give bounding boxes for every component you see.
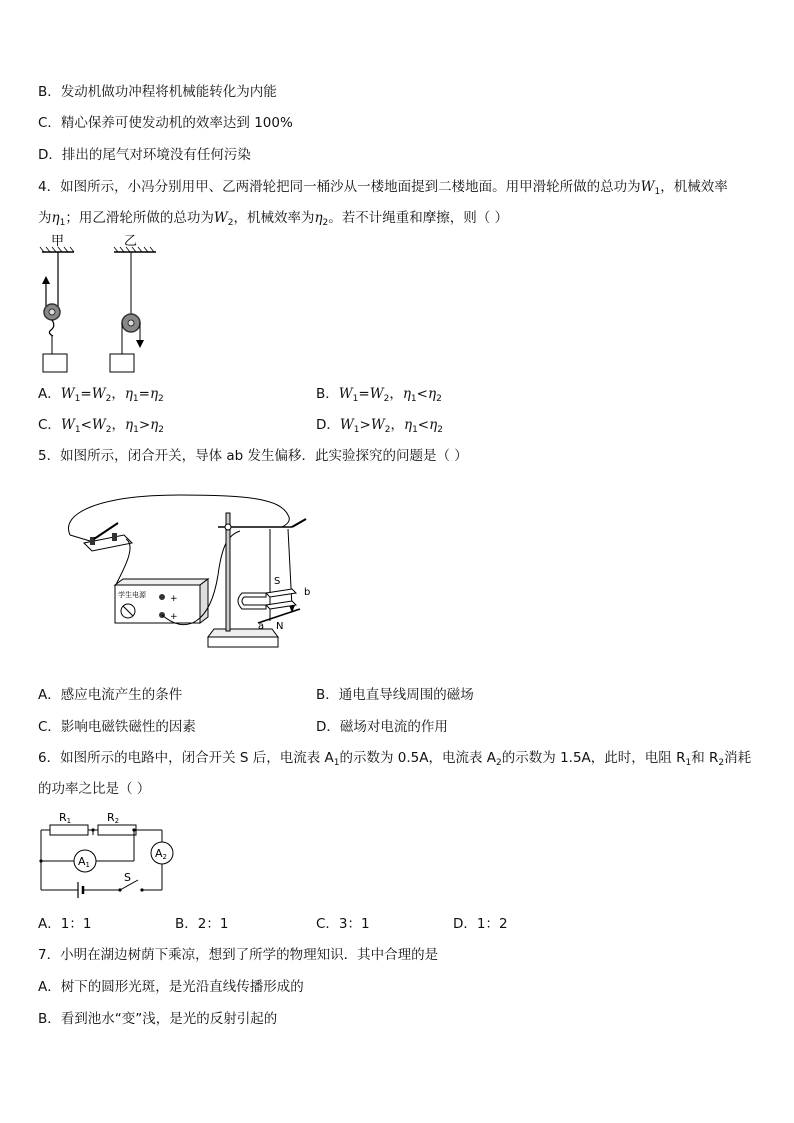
q5-option-a: A．感应电流产生的条件 [38,687,183,703]
switch-s-label: S [124,871,131,884]
q7-option-a: A．树下的圆形光斑，是光沿直线传播形成的 [38,979,304,995]
ammeter-a1-label: A1 [78,855,90,869]
q6-option-a: A．1：1 [38,916,92,932]
q4-option-d: D．$W_1>W_2$，$\eta_1<\eta_2$ [316,417,443,435]
q3-option-b: B．发动机做功冲程将机械能转化为内能 [38,84,277,100]
q4-option-a: A．$W_1=W_2$，$\eta_1=\eta_2$ [38,386,164,404]
pulley-figure [38,232,168,377]
resistor-r2-label: R2 [107,811,120,825]
q7-option-b: B．看到池水“变”浅，是光的反射引起的 [38,1011,278,1027]
q3-option-c: C．精心保养可使发动机的效率达到 100% [38,115,293,131]
q4-stem-line1: 4．如图所示，小冯分别用甲、乙两滑轮把同一桶沙从一楼地面提到二楼地面。用甲滑轮所做的总功为$W_1$，机械效率 [38,179,728,197]
conductor-end-a: a [258,621,265,632]
svg-text:+: + [170,612,178,622]
q6-stem-line1: 6．如图所示的电路中，闭合开关 S 后，电流表 $A_1$的示数为 0.5A，电流表 $A_2$的示数为 1.5A，此时，电阻 $R_1$和 $R_2$消耗 [38,750,752,768]
experiment-figure [60,485,320,660]
magnet-pole-n: N [276,621,284,632]
q5-option-b: B．通电直导线周围的磁场 [316,687,474,703]
q4-option-b: B．$W_1=W_2$，$\eta_1<\eta_2$ [316,386,442,404]
q3-option-d: D．排出的尾气对环境没有任何污染 [38,147,251,163]
ammeter-a2-label: A2 [155,847,167,861]
q6-option-d: D．1：2 [453,916,508,932]
magnet-pole-s: S [274,576,281,587]
q5-stem: 5．如图所示，闭合开关，导体 ab 发生偏移．此实验探究的问题是（ ） [38,448,468,464]
q6-option-b: B．2：1 [175,916,229,932]
conductor-end-b: b [304,587,311,598]
circuit-figure [38,806,188,896]
resistor-r1-label: R1 [59,811,72,825]
q4-option-c: C．$W_1<W_2$，$\eta_1>\eta_2$ [38,417,164,435]
fig-label-jia: 甲 [51,234,65,249]
q5-option-c: C．影响电磁铁磁性的因素 [38,719,196,735]
q6-option-c: C．3：1 [316,916,370,932]
fig-label-yi: 乙 [124,234,138,249]
q6-stem-line2: 的功率之比是（ ） [38,781,151,797]
q4-stem-line2: 为$\eta_1$；用乙滑轮所做的总功为$W_2$，机械效率为$\eta_2$。若不计绳重和摩擦，则（ ） [38,210,509,228]
power-supply-label: 学生电源 [118,591,146,599]
svg-text:+: + [170,594,178,604]
q5-option-d: D．磁场对电流的作用 [316,719,448,735]
q7-stem: 7．小明在湖边树荫下乘凉，想到了所学的物理知识．其中合理的是 [38,947,439,963]
